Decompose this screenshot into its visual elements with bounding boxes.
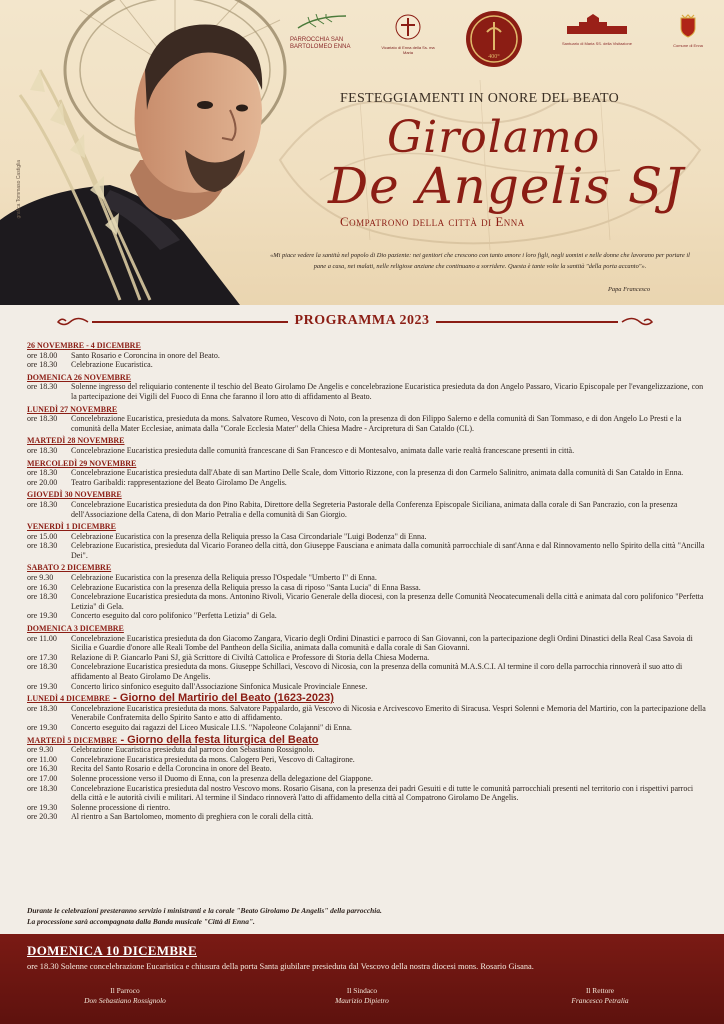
event-time: ore 19.30: [27, 681, 58, 691]
schedule-event: [27, 803, 707, 813]
day-label: MARTEDÌ 28 NOVEMBRE: [27, 436, 125, 446]
cattedrale-logo-text: Santuario di Maria SS. della Visitazione: [562, 41, 632, 46]
schedule-event: [27, 755, 707, 765]
event-description: Concelebrazione Eucaristica presieduta da mons. Salvatore Pappalardo, già Vescovo di Nicosia e Arcivescovo Emerito di Siracusa. Vespri Solenni e Memoria del Martirio, con la partecipazione della Venerabile Confraternita dello Spirito Santo e atto di affidamento.: [71, 703, 706, 723]
day-highlight: Giorno del Martirio del Beato (1623-2023): [119, 692, 334, 705]
event-time: ore 20.30: [27, 812, 58, 822]
vicariato-logo: [376, 14, 440, 55]
compatrono-subtitle: Compatrono della città di Enna: [340, 214, 525, 229]
day-label: SABATO 2 DICEMBRE: [27, 563, 112, 573]
day-heading: [27, 405, 707, 415]
day-heading: [27, 522, 707, 532]
parrocchia-logo-text: PARROCCHIA SAN BARTOLOMEO ENNA: [290, 37, 351, 50]
event-time: ore 18.30: [27, 541, 58, 551]
day-label: LUNEDÌ 4 DICEMBRE: [27, 694, 111, 704]
schedule-event: [27, 382, 707, 401]
event-time: ore 16.30: [27, 764, 58, 774]
day-heading: [27, 490, 707, 500]
event-description: Concelebrazione Eucaristica presieduta da mons. Antonino Rivoli, Vicario Generale della diocesi, con la presenza delle Comunità Neocatecumenali della città e animata dal coro polifonico "Perfetta Letizia" di Gela.: [71, 592, 704, 611]
day-separator: -: [110, 692, 120, 705]
schedule-event: [27, 468, 707, 478]
schedule-event: [27, 541, 707, 560]
svg-text:400°: 400°: [488, 54, 500, 60]
day-separator: -: [117, 733, 128, 746]
event-time: ore 18.30: [27, 468, 58, 478]
day-label: DOMENICA 26 NOVEMBRE: [27, 372, 132, 382]
header-banner: [0, 0, 724, 305]
event-time: ore 18.30: [27, 783, 58, 793]
program-heading: [0, 312, 724, 334]
ornament-right-icon: [620, 315, 656, 329]
event-time: ore 11.00: [27, 754, 57, 764]
footer-band: [0, 934, 724, 1024]
schedule-event: [27, 351, 707, 361]
note-ministranti: Durante le celebrazioni presteranno servizio i ministranti e la corale "Beato Girolamo De Angelis" della parrocchia.: [27, 906, 382, 915]
event-description: Al rientro a San Bartolomeo, momento di preghiera con le corali della città.: [71, 812, 314, 822]
schedule-event: [27, 653, 707, 663]
schedule-event: [27, 500, 707, 519]
event-description: Celebrazione Eucaristica presieduta dal parroco don Sebastiano Rossignolo.: [71, 745, 315, 755]
day-label: LUNEDÌ 27 NOVEMBRE: [27, 404, 118, 414]
schedule-event: [27, 634, 707, 653]
event-time: ore 19.30: [27, 611, 58, 621]
event-time: ore 18.00: [27, 350, 58, 360]
event-description: Concelebrazione Eucaristica presieduta da don Pino Rabita, Direttore della Segreteria Pastorale della Conferenza Episcopale Siciliana, animata dalla corale di San Pancrazio, con la presenza dell'Associazione della Catena, di don Mario Petralia e della comunità di San Giorgio.: [71, 499, 678, 519]
note-processione: La processione sarà accompagnata dalla Banda musicale "Città di Enna".: [27, 917, 255, 926]
schedule-event: [27, 682, 707, 692]
day-label: 26 NOVEMBRE - 4 DICEMBRE: [27, 341, 141, 350]
event-time: ore 18.30: [27, 360, 58, 370]
schedule-event: [27, 704, 707, 723]
palm-leaf-icon: [296, 14, 348, 30]
schedule-event: [27, 360, 707, 370]
event-time: ore 15.00: [27, 531, 58, 541]
event-time: ore 18.30: [27, 445, 58, 455]
event-description: Concerto eseguito dal coro polifonico "Perfetta Letizia" di Gela.: [71, 611, 277, 621]
quote-author: Papa Francesco: [608, 286, 651, 293]
saint-statue-illustration: [0, 0, 300, 305]
event-description: Concelebrazione Eucaristica presieduta dall'Abate di san Martino Delle Scale, dom Vittorio Rizzone, con la presenza di don Carmelo Salinitro, animata dalla comunità di San Cataldo in Enna.: [71, 468, 684, 478]
event-description: Celebrazione Eucaristica con la presenza della Reliquia presso la casa di riposo "Santa Lucia" di Enna Bassa.: [71, 582, 421, 592]
event-description: Concerto lirico sinfonico eseguito dall'Associazione Sinfonica Musicale Provinciale Ennese.: [71, 681, 368, 691]
event-time: ore 18.30: [27, 414, 58, 424]
signature-role: Il Parroco: [110, 986, 140, 995]
program-schedule: [27, 338, 707, 822]
schedule-event: [27, 573, 707, 583]
day-label: GIOVEDÌ 30 NOVEMBRE: [27, 490, 122, 500]
comune-logo-text: Comune di Enna: [673, 43, 703, 48]
schedule-event: [27, 662, 707, 681]
event-time: ore 17.30: [27, 652, 58, 662]
event-time: ore 18.30: [27, 592, 58, 602]
event-time: ore 16.30: [27, 582, 58, 592]
program-notes: [27, 905, 707, 927]
schedule-event: [27, 723, 707, 733]
photo-credit: grafica Tommaso Castiglia: [16, 160, 22, 219]
event-description: Celebrazione Eucaristica, presieduta dal Vicario Foraneo della città, don Giuseppe Fausciana e animata dalla comunità parrocchiale di sant'Anna e dal Rinnovamento nello Spirito della città "Ancilla Dei".: [71, 541, 705, 560]
event-time: ore 9.30: [27, 745, 54, 755]
event-time: ore 19.30: [27, 802, 58, 812]
day-label: VENERDÌ 1 DICEMBRE: [27, 522, 116, 532]
event-time: ore 20.00: [27, 477, 58, 487]
closing-event: ore 18.30 Solenne concelebrazione Eucaristica e chiusura della porta Santa giubilare presieduta dal Vescovo della nostra diocesi mons. Rosario Gisana.: [27, 962, 534, 971]
event-time: ore 19.30: [27, 722, 58, 732]
title-first-name: Girolamo: [387, 112, 601, 163]
day-highlight: Giorno della festa liturgica del Beato: [127, 733, 319, 746]
title-last-name: De Angelis SJ: [328, 157, 685, 215]
event-description: Concelebrazione Eucaristica presieduta dalle comunità francescane di San Francesco e di Montesalvo, animata dalle varie realtà francescane presenti in città.: [71, 445, 575, 455]
schedule-event: [27, 774, 707, 784]
day-heading: [27, 624, 707, 634]
cattedrale-logo: [562, 14, 632, 46]
heading-rule-right: [436, 321, 618, 323]
schedule-event: [27, 764, 707, 774]
event-description: Concelebrazione Eucaristica presieduta da mons. Giuseppe Schillaci, Vescovo di Nicosia, con la presenza della comunità M.A.S.C.I. Al termine il coro della parrocchia rinnoverà il suo atto di affidamento al Beato Girolamo De Angelis.: [71, 662, 683, 681]
event-description: Teatro Garibaldi: rappresentazione del Beato Girolamo De Angelis.: [71, 477, 287, 487]
day-heading: [27, 341, 707, 351]
day-heading: [27, 436, 707, 446]
day-heading: [27, 459, 707, 469]
event-description: Solenne processione verso il Duomo di Enna, con la presenza della delegazione del Giappone.: [71, 773, 373, 783]
schedule-event: [27, 784, 707, 803]
event-time: ore 18.30: [27, 662, 58, 672]
event-description: Santo Rosario e Coroncina in onore del Beato.: [71, 350, 220, 360]
event-description: Concelebrazione Eucaristica presieduta da don Giacomo Zangara, Vicario degli Ordini Dinastici e parroco di San Giovanni, con la partecipazione degli Ordini Dinastici della Real Casa Savoia di Sicilia e Guardie d'onore alle Reali Tombe del Pantheon della Sicilia, animata dalla comunità e dalla corale di San Giovanni.: [71, 633, 693, 653]
signature-parroco: [40, 986, 210, 1006]
event-time: ore 18.30: [27, 703, 58, 713]
schedule-event: [27, 583, 707, 593]
pope-quote: «Mi piace vedere la santità nel popolo di Dio paziente: nei genitori che crescono con tanto amore i loro figli, negli uomini e nelle donne che lavorano per portare il pane a casa, nei malati, nelle religiose anziane che continuano a sorridere. Questa è tante volte la santità "della porta accanto"».: [270, 252, 690, 270]
closing-day: DOMENICA 10 DICEMBRE: [27, 943, 197, 958]
signature-role: Il Rettore: [585, 986, 615, 995]
festeggiamenti-subtitle: FESTEGGIAMENTI IN ONORE DEL BEATO: [340, 91, 619, 106]
anniversary-seal: [464, 10, 524, 73]
day-label: DOMENICA 3 DICEMBRE: [27, 624, 124, 634]
event-description: Concelebrazione Eucaristica, presieduta da mons. Salvatore Rumeo, Vescovo di Noto, con la presenza di don Filippo Salerno e della comunità di San Tommaso, e di don Angelo Lo Presti e la comunità della Mater Ecclesiae, animata dalla "Corale Ecclesia Mater" della Chiesa Madre - Arcipretura di San Cataldo (CL).: [71, 414, 682, 433]
schedule-event: [27, 478, 707, 488]
parrocchia-logo: [290, 14, 354, 51]
schedule-event: [27, 414, 707, 433]
event-description: Celebrazione Eucaristica con la presenza della Reliquia presso l'Ospedale "Umberto I" di Enna.: [71, 573, 377, 583]
sponsor-logos: [290, 8, 720, 70]
comune-logo: [668, 14, 708, 48]
event-description: Celebrazione Eucaristica.: [71, 360, 153, 370]
event-description: Recita del Santo Rosario e della Coroncina in onore del Beato.: [71, 764, 272, 774]
event-description: Solenne ingresso del reliquiario contenente il teschio del Beato Girolamo De Angelis e concelebrazione Eucaristica presieduta da don Angelo Passaro, Vicario Episcopale per l'evangelizzazione, con la partecipazione dei Vigili del Fuoco di Enna che faranno il loro atto di affidamento al Beato.: [71, 382, 704, 401]
day-label: MARTEDÌ 5 DICEMBRE: [27, 735, 118, 745]
event-description: Concerto eseguito dai ragazzi del Liceo Musicale I.I.S. "Napoleone Colajanni" di Enna.: [71, 722, 352, 732]
event-time: ore 18.30: [27, 382, 58, 392]
event-time: ore 17.00: [27, 773, 58, 783]
event-time: ore 18.30: [27, 499, 58, 509]
schedule-event: [27, 611, 707, 621]
signature-name: Maurizio Dipietro: [335, 996, 389, 1005]
event-description: Concelebrazione Eucaristica presieduta da mons. Calogero Peri, Vescovo di Caltagirone.: [71, 754, 355, 764]
anniversary-seal-icon: [465, 10, 523, 68]
day-heading: [27, 373, 707, 383]
signature-sindaco: [277, 986, 447, 1006]
signature-role: Il Sindaco: [346, 986, 378, 995]
event-description: Solenne processione di rientro.: [71, 802, 171, 812]
day-heading: [27, 563, 707, 573]
event-time: ore 9.30: [27, 573, 54, 583]
church-icon: [565, 14, 629, 36]
city-crest-icon: [679, 14, 697, 38]
signature-name: Francesco Petralia: [571, 996, 629, 1005]
vicariato-emblem-icon: [395, 14, 421, 40]
day-heading: [27, 694, 707, 704]
event-description: Relazione di P. Giancarlo Pani SJ, già Scrittore di Civiltà Cattolica e Professore di Storia della Chiesa Moderna.: [71, 652, 430, 662]
schedule-event: [27, 446, 707, 456]
day-heading: [27, 733, 707, 746]
event-description: Concelebrazione Eucaristica presieduta dal nostro Vescovo mons. Rosario Gisana, con la presenza dei padri Gesuiti e di tutte le comunità parrocchiali presenti nel territorio con i rispettivi parroci della città e le autorità civili e militari. Al termine il Sindaco rinnoverà l'atto di affidamento della città al Compatrono Girolamo De Angelis.: [71, 783, 694, 803]
event-description: Celebrazione Eucaristica con la presenza della Reliquia presso la Casa Circondariale "Luigi Bodenza" di Enna.: [71, 531, 427, 541]
schedule-event: [27, 812, 707, 822]
program-title: PROGRAMMA 2023: [294, 313, 430, 328]
signature-rettore: [515, 986, 685, 1006]
schedule-event: [27, 592, 707, 611]
signature-name: Don Sebastiano Rossignolo: [84, 996, 166, 1005]
event-time: ore 11.00: [27, 633, 57, 643]
schedule-event: [27, 745, 707, 755]
schedule-event: [27, 532, 707, 542]
vicariato-logo-text: Vicariato di Enna della Ss. ma Maria: [381, 45, 435, 55]
day-label: MERCOLEDÌ 29 NOVEMBRE: [27, 458, 137, 468]
